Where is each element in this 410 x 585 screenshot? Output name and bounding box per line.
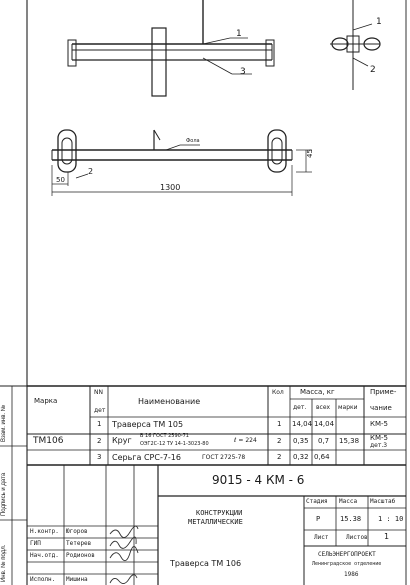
org-year: 1986 <box>344 571 359 578</box>
row2-note2: дет.3 <box>370 442 388 449</box>
callout-top-right-1: 1 <box>376 17 382 27</box>
title-line2: МЕТАЛЛИЧЕСКИЕ <box>188 518 243 526</box>
main-traverse-view <box>52 130 312 196</box>
row2-name-top: В 16 ГОСТ 2590-71 <box>140 433 189 439</box>
row3-mass-total: 0,64 <box>314 453 330 461</box>
mark-value: ТМ106 <box>33 436 64 446</box>
header-item-no: NN <box>94 389 103 396</box>
row1-qty: 1 <box>277 420 282 428</box>
signer-name-1: Югоров <box>66 528 88 535</box>
row3-mass-part: 0,32 <box>293 453 309 461</box>
header-mark: Марка <box>34 397 58 405</box>
callout-top-right-2: 2 <box>370 65 376 75</box>
top-right-view <box>330 0 380 90</box>
row2-qty: 2 <box>277 437 282 445</box>
row1-note: КМ-5 <box>370 420 388 428</box>
top-left-view <box>68 0 274 96</box>
stage-value: Р <box>316 515 321 523</box>
header-mass-total: всех <box>316 404 331 411</box>
header-mass: Масса, кг <box>300 388 335 396</box>
header-name: Наименование <box>138 397 201 406</box>
signer-role-2: ГИП <box>30 540 41 547</box>
signer-role-4: Исполн. <box>30 576 56 583</box>
weld-mark: Фола <box>186 138 200 144</box>
org-branch: Ленинградское отделение <box>312 561 382 567</box>
callout-top-left-1: 1 <box>236 29 242 39</box>
row2-mass-total: 0,7 <box>318 437 330 445</box>
row2-no: 2 <box>97 437 102 445</box>
side-label-signature: Подпись и дата <box>1 472 7 516</box>
scale-label: Масштаб <box>370 498 396 505</box>
signer-name-2: Тетерев <box>66 540 92 547</box>
row3-no: 3 <box>97 453 102 461</box>
row2-length: ℓ = 224 <box>234 437 257 444</box>
dim-length: 1300 <box>160 183 181 192</box>
dim-height: 45 <box>306 149 314 158</box>
callout-top-left-3: 3 <box>240 67 246 77</box>
header-mass-mark: марки <box>338 404 358 411</box>
header-mass-part: дет. <box>293 404 307 411</box>
mass-mark-value: 15,38 <box>339 437 360 445</box>
scale-value: 1 : 10 <box>378 515 404 523</box>
side-label-vzam: Взам. инв. № <box>1 404 7 442</box>
sheets-value: 1 <box>384 532 390 541</box>
mass-label: Масса <box>339 498 358 505</box>
row2-mass-part: 0,35 <box>293 437 309 445</box>
signer-name-3: Родионов <box>66 552 95 559</box>
title-line1: КОНСТРУКЦИИ <box>196 509 243 517</box>
row1-name: Траверса ТМ 105 <box>112 420 184 429</box>
row3-name2: ГОСТ 2725-78 <box>202 454 246 461</box>
row2-name-bottom: ОЭГ2С-12 ТУ 14-1-3023-80 <box>140 441 209 447</box>
org-name: СЕЛЬЭНЕРГОПРОЕКТ <box>318 551 376 558</box>
row1-no: 1 <box>97 420 102 428</box>
header-note: Приме- <box>370 388 397 396</box>
row3-qty: 2 <box>277 453 282 461</box>
doc-code: 9015 - 4 КМ - 6 <box>212 473 305 487</box>
row2-note: КМ-5 <box>370 434 388 442</box>
header-note-sub: чание <box>370 404 392 412</box>
side-label-inv-podl: Инв. № подл. <box>1 544 7 582</box>
dim-end-50: 50 <box>56 176 65 184</box>
signer-role-3: Нач.отд. <box>30 552 59 559</box>
signer-role-1: Н.контр. <box>30 528 59 535</box>
sheet-title: Траверса ТМ 106 <box>170 559 242 568</box>
header-item-no-sub: дет <box>94 407 106 414</box>
sheet-label: Лист <box>314 534 329 541</box>
stage-label: Стадия <box>306 498 328 505</box>
row2-name: Круг <box>112 436 132 445</box>
row1-mass-total: 14,04 <box>314 420 335 428</box>
sheets-label: Листов <box>346 534 368 541</box>
row1-mass-part: 14,04 <box>292 420 313 428</box>
mass-value: 15.38 <box>340 515 362 523</box>
row3-name: Серьга СРС-7-16 <box>112 453 181 462</box>
callout-main-2: 2 <box>88 167 94 176</box>
signer-name-4: Мишина <box>66 576 88 583</box>
header-qty: Кол <box>272 389 284 396</box>
